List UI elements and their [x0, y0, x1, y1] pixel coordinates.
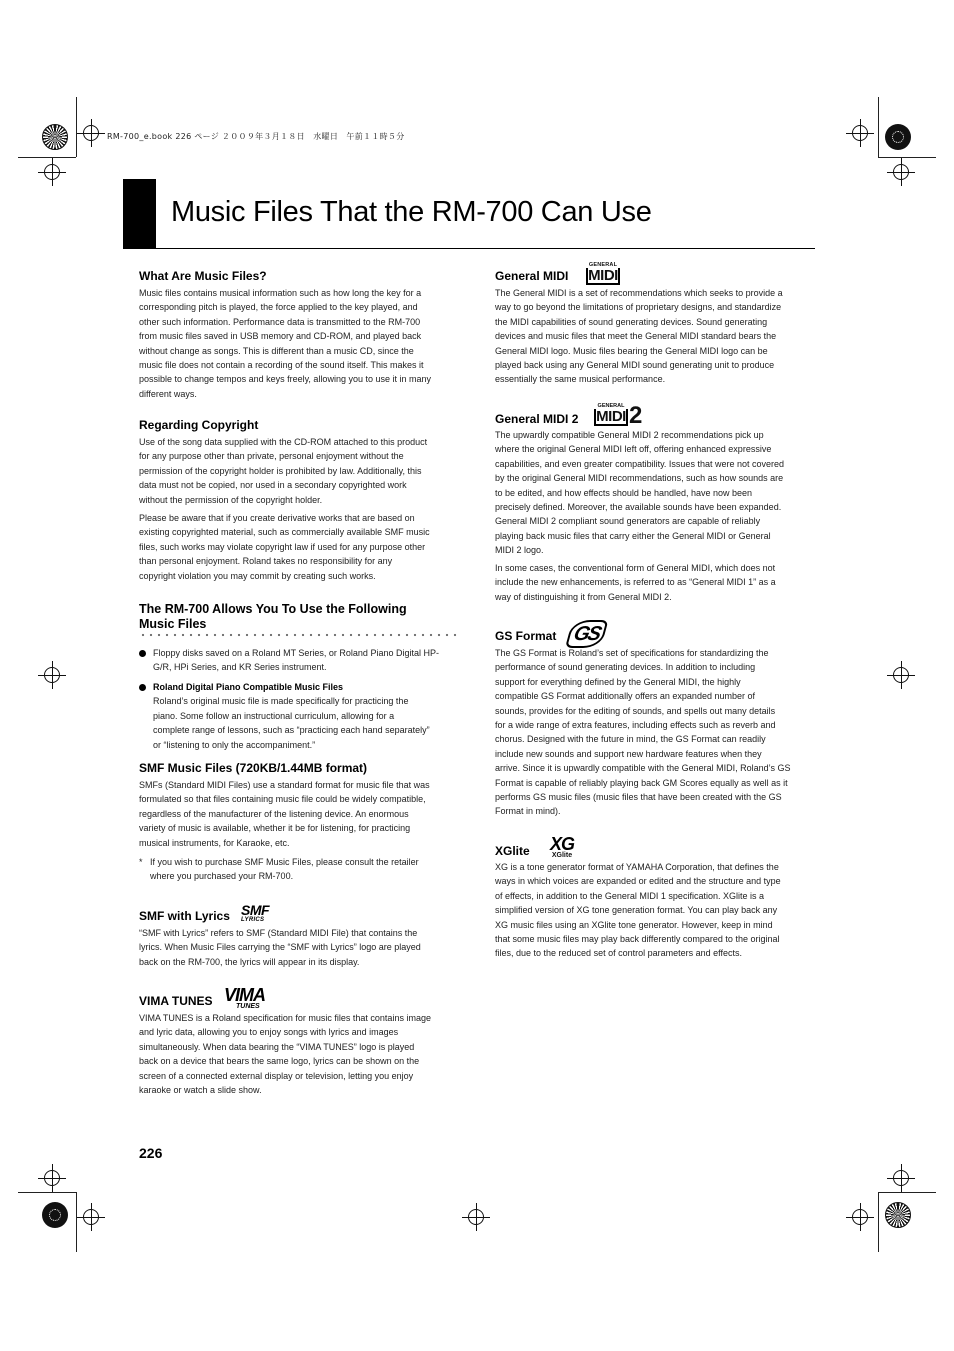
- heading-gs-format: GS Format: [495, 629, 557, 643]
- heading-what-are-music-files: What Are Music Files?: [139, 269, 267, 283]
- bullet-roland-digital-piano: Roland Digital Piano Compatible Music Files Roland’s original music file is made specifically for practicing the piano. Some follow an instructional curriculum, allowing for a complete range of lessons, such as “practicing each hand separately” or “listening to only the accompaniment.”: [153, 682, 430, 750]
- paragraph-gs-format: The GS Format is Roland’s set of specifications for standardizing the performance of sound generating devices. In addition to including support for everything defined by the General MIDI, the highly compatible GS Format additionally offers an expanded number of sounds, provides for the editing of sounds, and spells out many details for a wide range of extra features, including effects such as reverb and chorus. Designed with the future in mind, the GS Format can readily include new sounds and support new hardware features when they arrive. Since it is upwardly compatible with the General MIDI, Roland’s GS Format is capable of reliably playing back GM Scores equally as well as it performs GS music files (music files that have been created with the GS Format in mind).: [495, 648, 791, 817]
- paragraph-what-are-music-files: Music files contains musical information such as how long the key for a corresponding pitch is played, the force applied to the key played, and other such information. Performance data is transmitted to the RM-700 from music files saved in USB memory and CD-ROM, and played back without change as songs. This is different than a music CD, since the music file does not contain a recording of the sound itself. This makes it possible to change tempos and keys freely, allowing you to use it in many different ways.: [139, 288, 431, 399]
- paragraph-xglite: XG is a tone generator format of YAMAHA Corporation, that defines the ways in which voices are expanded or edited and the structure and type of effects, in addition to the General MIDI 1 specification. XGlite is a simplified version of XG tone generation format. You can play back any XG music files using an XGlite tone generator. However, keep in mind that some music files may play back differently compared to the original files, due to the reduced set of control parameters and effects.: [495, 862, 781, 959]
- paragraph-smf-lyrics: “SMF with Lyrics” refers to SMF (Standard MIDI File) that contains the lyrics. When Music Files carrying the “SMF with Lyrics” logo are played back on the RM-700, the lyrics will appear in its display.: [139, 928, 421, 967]
- registration-crosshair-icon: [44, 1170, 60, 1186]
- page-number: 226: [139, 1145, 163, 1161]
- note-mark: *: [139, 857, 143, 867]
- paragraph-copyright-1: Use of the song data supplied with the CD-ROM attached to this product for any purpose other than private, personal enjoyment without the permission of the copyright holder is prohibited by law. Additionally, this data must not be copied, nor used in a secondary copyrighted work without the permission of the copyright holder.: [139, 437, 428, 505]
- registration-crosshair-icon: [44, 667, 60, 683]
- smf-lyrics-logo-icon: SMF LYRICS: [241, 902, 270, 923]
- registration-disc-icon: [885, 124, 911, 150]
- paragraph-general-midi: The General MIDI is a set of recommendations which seeks to provide a way to go beyond the limitations of proprietary designs, and standardize the MIDI capabilities of sound generating devices. Sound generating devices and music files that meet the General MIDI standard bears the General MIDI logo. Music files bearing the General MIDI logo can be played back using any General MIDI sound generating unit to produce essentially the same musical performance.: [495, 288, 783, 385]
- registration-crosshair-icon: [468, 1209, 484, 1225]
- registration-disc-icon: [42, 1202, 68, 1228]
- gs-logo-icon: GS: [566, 620, 609, 646]
- bullet-icon: [139, 650, 146, 657]
- note-purchase-smf: If you wish to purchase SMF Music Files, please consult the retailer where you purchased your RM-700.: [150, 857, 419, 882]
- registration-crosshair-icon: [83, 125, 99, 141]
- registration-crosshair-icon: [83, 1209, 99, 1225]
- heading-regarding-copyright: Regarding Copyright: [139, 418, 259, 432]
- heading-vima-tunes: VIMA TUNES: [139, 994, 213, 1008]
- print-header-line: RM-700_e.book 226 ページ ２００９年３月１８日 水曜日 午前１１時５分: [107, 132, 405, 141]
- paragraph-copyright-2: Please be aware that if you create derivative works that are based on existing copyrighted material, such as commercially available SMF music files, such works may violate copyright law if used for any purpose other than personal enjoyment. Roland takes no responsibility for any copyright violation you may commit by creating such works.: [139, 513, 430, 581]
- paragraph-general-midi-2-1: The upwardly compatible General MIDI 2 recommendations pick up where the original General MIDI left off, offering enhanced expressive capabilities, and even greater compatibility. Issues that were not covered by the original General MIDI recommendations, such as how sounds are to be edited, and how effects should be handled, have now been precisely defined. Moreover, the available sounds have been expanded. General MIDI 2 compliant sound generators are capable of reliably playing back music files that carry either the General MIDI or General MIDI 2 logo.: [495, 430, 784, 556]
- registration-star-icon: [42, 124, 68, 150]
- registration-star-icon: [885, 1202, 911, 1228]
- vima-tunes-logo-icon: VIMA TUNES: [224, 985, 265, 1010]
- bullet-floppy-disks: Floppy disks saved on a Roland MT Series, or Roland Piano Digital HP- G/R, HPi Series, and KR Series instrument.: [153, 648, 439, 673]
- heading-xglite: XGlite: [495, 844, 530, 858]
- paragraph-general-midi-2-2: In some cases, the conventional form of General MIDI, which does not include the new enhancements, is referred to as “General MIDI 1” as a way of distinguishing it from General MIDI 2.: [495, 563, 776, 602]
- registration-crosshair-icon: [44, 164, 60, 180]
- registration-crosshair-icon: [852, 125, 868, 141]
- heading-smf-music-files: SMF Music Files (720KB/1.44MB format): [139, 761, 368, 775]
- heading-general-midi-2: General MIDI 2: [495, 412, 579, 426]
- xglite-logo-icon: XG XGlite: [549, 834, 574, 859]
- heading-general-midi: General MIDI: [495, 269, 569, 283]
- registration-crosshair-icon: [893, 1170, 909, 1186]
- title-black-block: [123, 179, 156, 249]
- registration-crosshair-icon: [893, 164, 909, 180]
- bullet-icon: [139, 684, 146, 691]
- registration-crosshair-icon: [893, 667, 909, 683]
- paragraph-vima-tunes: VIMA TUNES is a Roland specification for music files that contains image and lyric data, allowing you to enjoy songs with lyrics and images simultaneously. When data bearing the “VIMA TUNES” logo is played back on a device that bears the same logo, lyrics can be shown on the screen of a connected external display or television, letting you enjoy karaoke or watch a slide show.: [139, 1013, 431, 1096]
- page-title: Music Files That the RM-700 Can Use: [171, 196, 652, 228]
- dotted-divider: [139, 632, 457, 638]
- general-midi-2-logo-icon: GENERAL MIDI 2: [594, 403, 646, 429]
- registration-crosshair-icon: [852, 1209, 868, 1225]
- paragraph-smf: SMFs (Standard MIDI Files) use a standard format for music file that was formulated so that files containing music file could be widely compatible, regardless of the manufacturer of the listening device. An enormous variety of music is available, whether it be for listening, for practicing musical instruments, for Karaoke, etc.: [139, 780, 430, 848]
- heading-smf-with-lyrics: SMF with Lyrics: [139, 909, 230, 923]
- title-rule: [123, 248, 815, 249]
- general-midi-logo-icon: GENERAL MIDI: [586, 262, 620, 286]
- heading-rm700-allows: The RM-700 Allows You To Use the Following Music Files: [139, 602, 407, 631]
